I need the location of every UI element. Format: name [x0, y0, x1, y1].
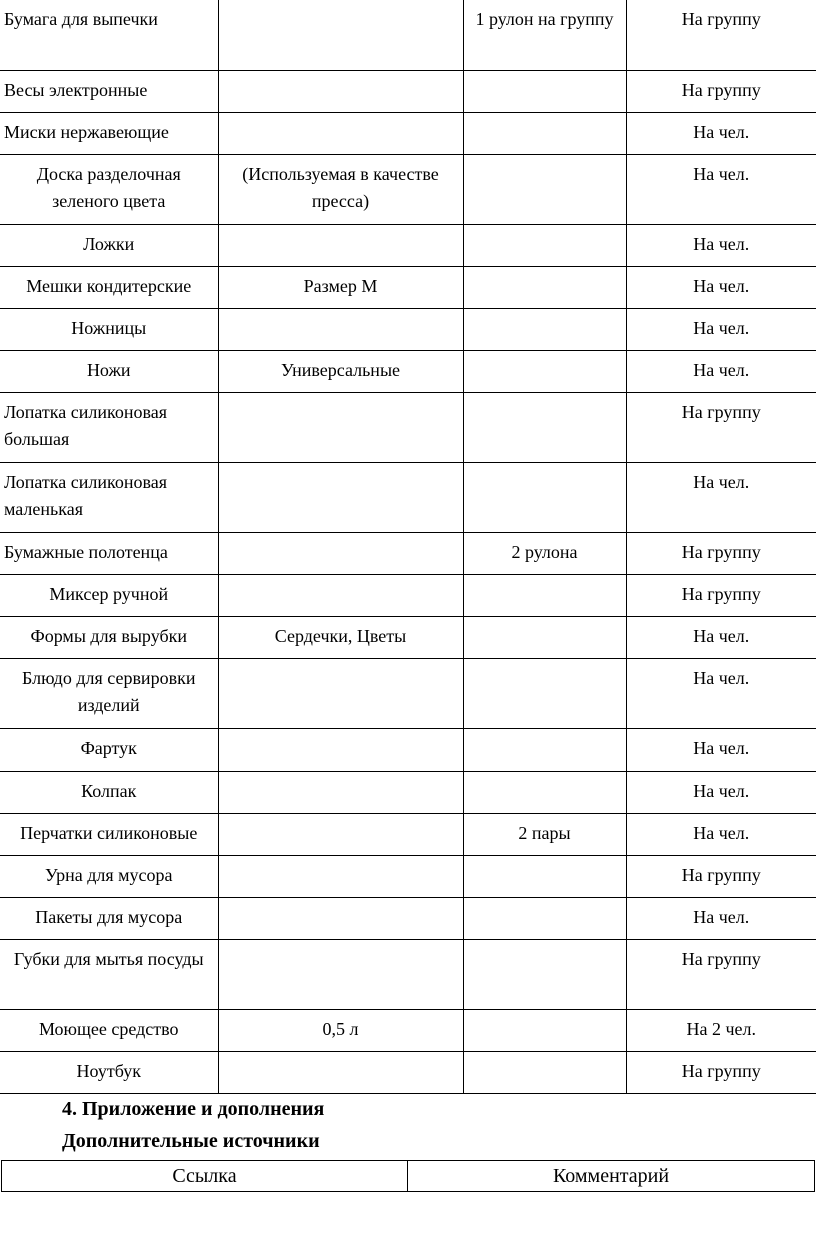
item-per-cell: На чел. — [626, 771, 816, 813]
item-qty-cell — [463, 462, 626, 532]
table-row — [0, 658, 816, 728]
table-row — [0, 771, 816, 813]
section-heading: 4. Приложение и дополнения — [62, 1098, 325, 1120]
item-name-cell: Фартук — [0, 728, 218, 771]
item-spec-cell — [218, 574, 463, 616]
item-name-cell: Мешки кондитерские — [0, 266, 218, 308]
table-row — [0, 616, 816, 658]
item-spec-cell: Сердечки, Цветы — [218, 616, 463, 658]
item-per-cell: На группу — [626, 574, 816, 616]
item-qty-cell: 2 пары — [463, 813, 626, 855]
item-spec-cell — [218, 897, 463, 939]
item-name-cell: Перчатки силиконовые — [0, 813, 218, 855]
item-name-cell: Моющее средство — [0, 1009, 218, 1051]
item-name-cell: Лопатка силиконовая маленькая — [0, 462, 218, 532]
item-spec-cell: Размер M — [218, 266, 463, 308]
table-row — [0, 70, 816, 112]
item-qty-cell — [463, 574, 626, 616]
item-qty-cell — [463, 112, 626, 154]
table-row — [0, 112, 816, 154]
item-name-cell: Ложки — [0, 224, 218, 266]
sources-heading: Дополнительные источники — [62, 1130, 320, 1152]
item-qty-cell — [463, 266, 626, 308]
item-qty-cell — [463, 224, 626, 266]
item-qty-cell: 2 рулона — [463, 532, 626, 574]
item-per-cell: На чел. — [626, 350, 816, 392]
table-row — [0, 462, 816, 532]
table-row — [0, 897, 816, 939]
item-per-cell: На чел. — [626, 658, 816, 728]
item-qty-cell — [463, 70, 626, 112]
table-row — [0, 939, 816, 1009]
table-row — [0, 0, 816, 70]
item-spec-cell — [218, 1051, 463, 1093]
item-per-cell: На чел. — [626, 728, 816, 771]
item-name-cell: Блюдо для сервировки изделий — [0, 658, 218, 728]
item-per-cell: На чел. — [626, 813, 816, 855]
item-name-cell: Миски нержавеющие — [0, 112, 218, 154]
item-name-cell: Доска разделочная зеленого цвета — [0, 154, 218, 224]
item-name-cell: Формы для вырубки — [0, 616, 218, 658]
item-spec-cell — [218, 462, 463, 532]
item-qty-cell — [463, 1051, 626, 1093]
item-spec-cell — [218, 532, 463, 574]
table-row — [0, 1009, 816, 1051]
item-per-cell: На чел. — [626, 462, 816, 532]
item-name-cell: Бумага для выпечки — [0, 0, 218, 70]
column-link-header: Ссылка — [2, 1161, 408, 1192]
item-qty-cell — [463, 392, 626, 462]
table-row — [0, 392, 816, 462]
item-qty-cell — [463, 658, 626, 728]
item-spec-cell — [218, 392, 463, 462]
column-comment-header: Комментарий — [408, 1161, 815, 1192]
item-per-cell: На группу — [626, 70, 816, 112]
item-per-cell: На чел. — [626, 154, 816, 224]
item-spec-cell — [218, 855, 463, 897]
item-spec-cell — [218, 0, 463, 70]
item-per-cell: На чел. — [626, 616, 816, 658]
item-name-cell: Урна для мусора — [0, 855, 218, 897]
item-spec-cell — [218, 224, 463, 266]
table-row — [0, 1051, 816, 1093]
item-name-cell: Пакеты для мусора — [0, 897, 218, 939]
table-row — [0, 266, 816, 308]
item-per-cell: На группу — [626, 532, 816, 574]
item-per-cell: На группу — [626, 392, 816, 462]
sources-table — [1, 1160, 815, 1192]
item-qty-cell — [463, 154, 626, 224]
table-row — [0, 350, 816, 392]
table-row — [0, 224, 816, 266]
item-spec-cell — [218, 813, 463, 855]
item-spec-cell — [218, 771, 463, 813]
table-row — [0, 728, 816, 771]
item-name-cell: Миксер ручной — [0, 574, 218, 616]
item-name-cell: Лопатка силиконовая большая — [0, 392, 218, 462]
item-per-cell: На чел. — [626, 308, 816, 350]
item-name-cell: Весы электронные — [0, 70, 218, 112]
item-spec-cell — [218, 658, 463, 728]
item-per-cell: На 2 чел. — [626, 1009, 816, 1051]
item-spec-cell: 0,5 л — [218, 1009, 463, 1051]
item-per-cell: На чел. — [626, 266, 816, 308]
item-qty-cell — [463, 308, 626, 350]
item-spec-cell — [218, 70, 463, 112]
table-row — [0, 855, 816, 897]
item-name-cell: Бумажные полотенца — [0, 532, 218, 574]
item-spec-cell: (Используемая в качестве пресса) — [218, 154, 463, 224]
item-name-cell: Ноутбук — [0, 1051, 218, 1093]
item-spec-cell — [218, 308, 463, 350]
item-qty-cell — [463, 728, 626, 771]
item-spec-cell — [218, 939, 463, 1009]
table-row — [0, 532, 816, 574]
table-row — [0, 154, 816, 224]
item-name-cell: Колпак — [0, 771, 218, 813]
item-name-cell: Губки для мытья посуды — [0, 939, 218, 1009]
item-per-cell: На чел. — [626, 897, 816, 939]
item-spec-cell — [218, 112, 463, 154]
table-row — [0, 813, 816, 855]
table-row — [0, 574, 816, 616]
item-qty-cell — [463, 939, 626, 1009]
item-per-cell: На группу — [626, 0, 816, 70]
table-row — [0, 308, 816, 350]
item-per-cell: На группу — [626, 855, 816, 897]
item-name-cell: Ножницы — [0, 308, 218, 350]
sources-table-header — [2, 1161, 815, 1192]
item-qty-cell: 1 рулон на группу — [463, 0, 626, 70]
item-name-cell: Ножи — [0, 350, 218, 392]
item-spec-cell: Универсальные — [218, 350, 463, 392]
item-per-cell: На чел. — [626, 224, 816, 266]
item-qty-cell — [463, 616, 626, 658]
item-qty-cell — [463, 350, 626, 392]
item-qty-cell — [463, 771, 626, 813]
item-qty-cell — [463, 855, 626, 897]
item-qty-cell — [463, 1009, 626, 1051]
item-qty-cell — [463, 897, 626, 939]
item-per-cell: На группу — [626, 939, 816, 1009]
item-per-cell: На чел. — [626, 112, 816, 154]
item-per-cell: На группу — [626, 1051, 816, 1093]
item-spec-cell — [218, 728, 463, 771]
